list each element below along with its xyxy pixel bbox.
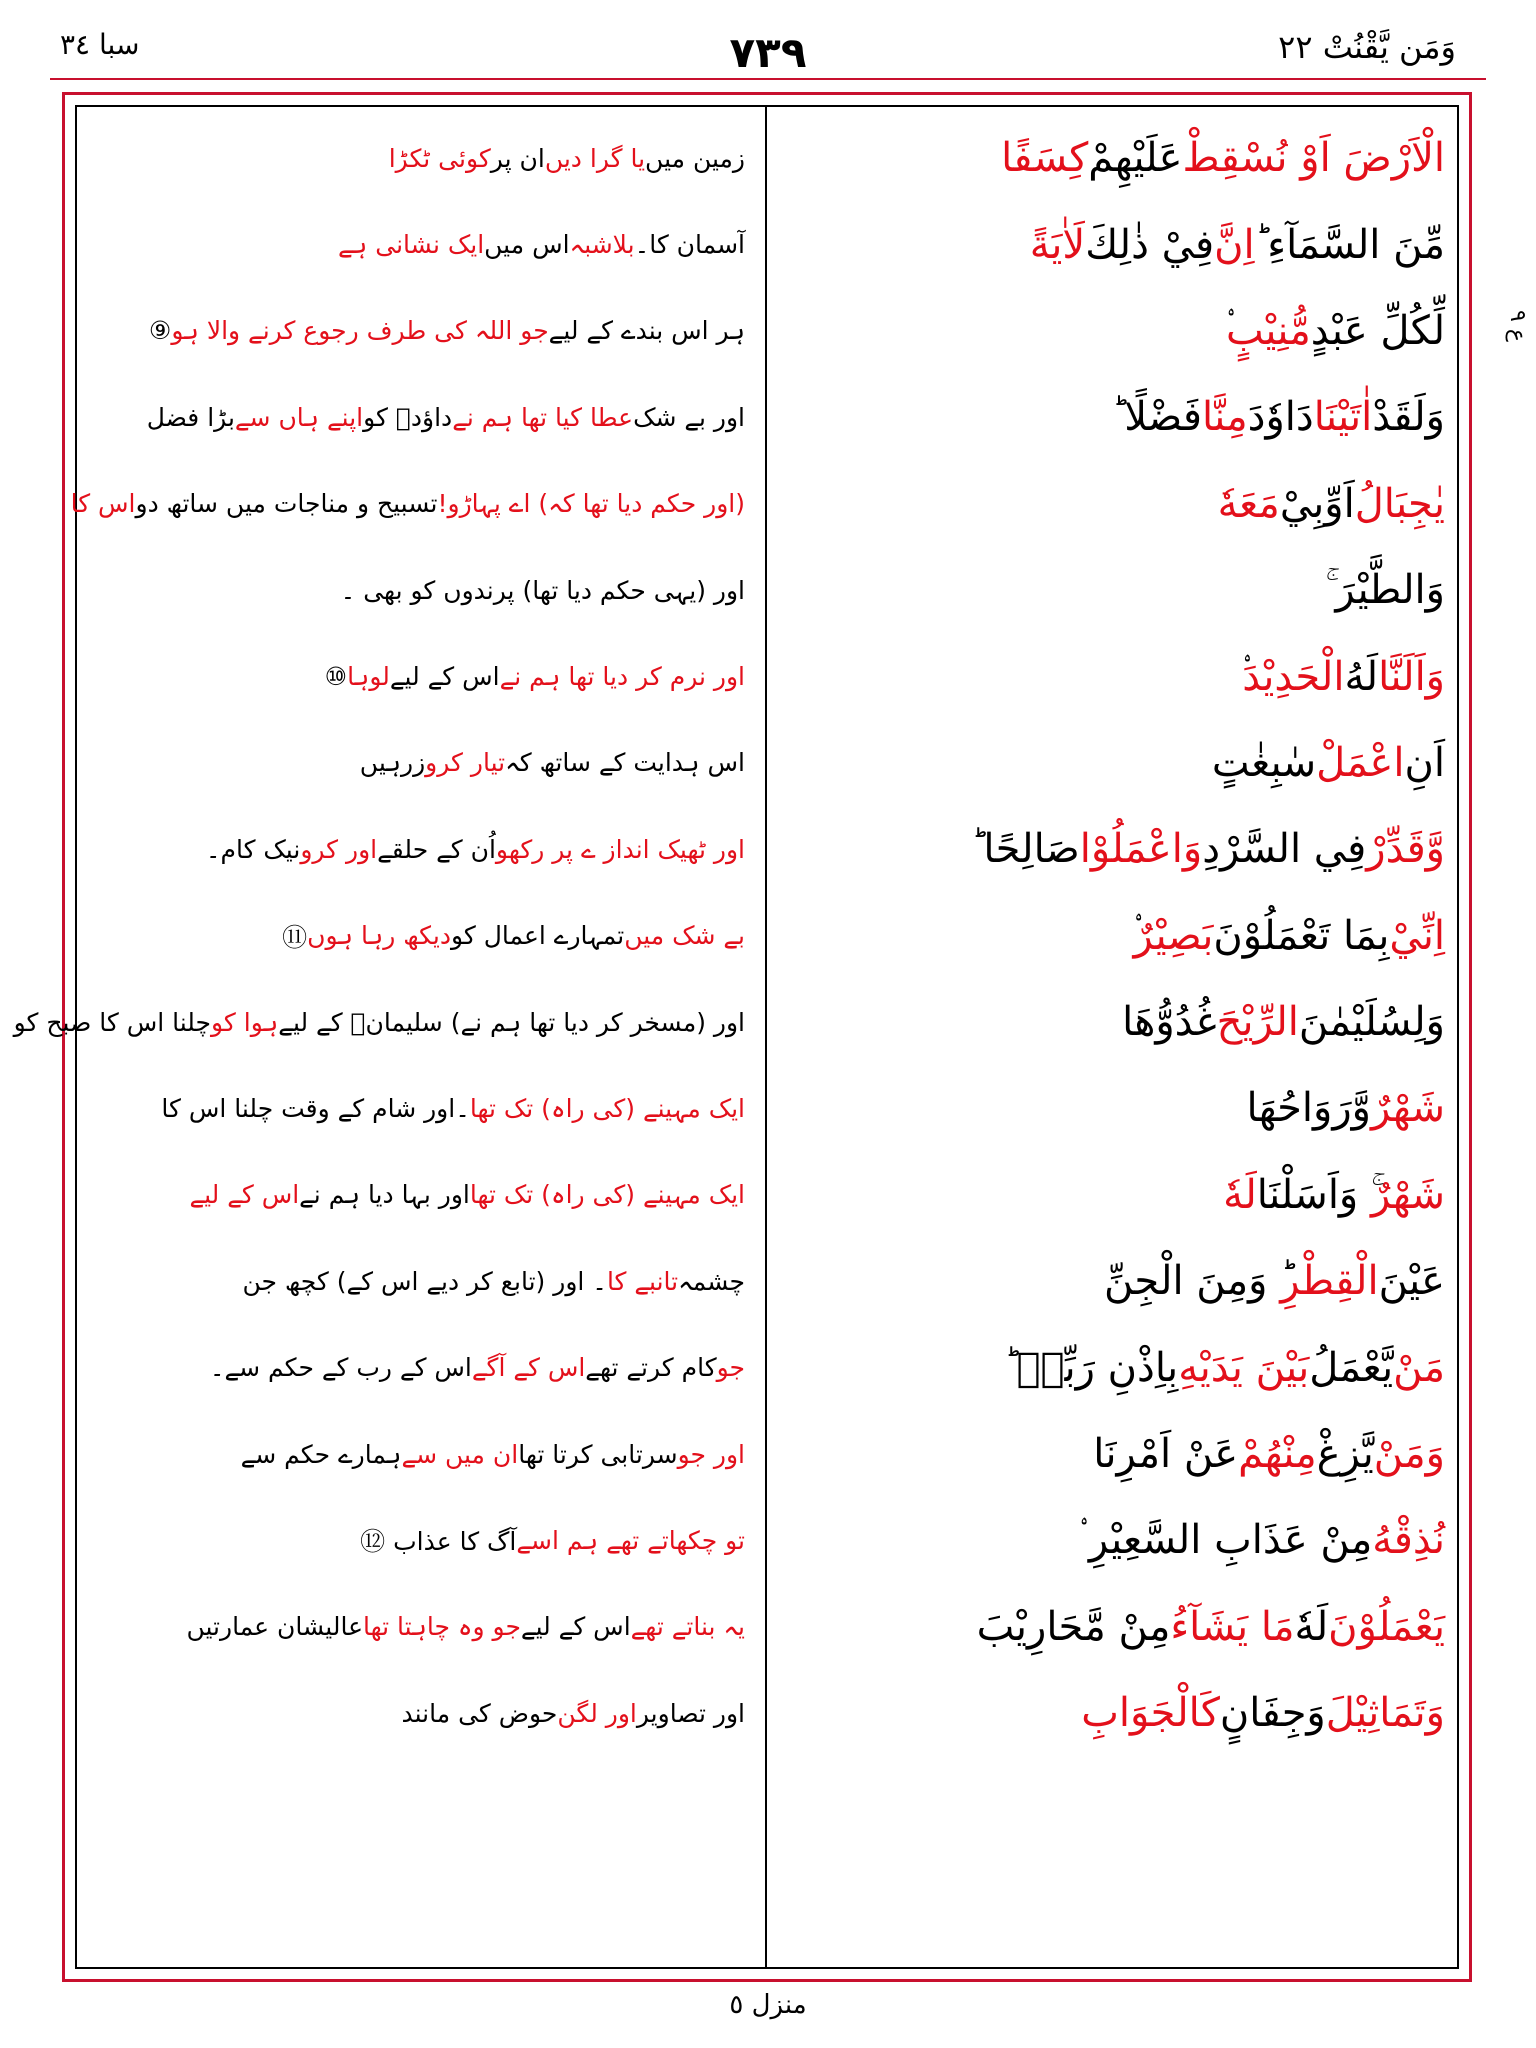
urdu-text-segment: ۔ اور (تابع کر دیے اس کے) کچھ جن [242, 1266, 607, 1296]
arabic-text-segment: الْاَرْضَ اَوْ نُسْقِطْ [1182, 135, 1445, 182]
urdu-text-segment: اور لگن [557, 1698, 637, 1728]
urdu-translation-line [70, 461, 745, 547]
urdu-text-segment: زمین میں [645, 143, 745, 173]
urdu-text-segment: ⑪ [282, 922, 308, 952]
urdu-text-segment: اور کرو [300, 834, 378, 864]
arabic-text-segment: صَالِحًا ؕ [970, 826, 1080, 873]
arabic-verse-line [785, 1065, 1445, 1151]
arabic-text-segment: لَهٗ [1223, 1171, 1257, 1218]
urdu-text-segment: ⑨ [148, 316, 172, 346]
arabic-text-segment: لِّكُلِّ عَبْدٍ [1310, 307, 1445, 354]
arabic-verse-line [785, 979, 1445, 1065]
arabic-text-segment: اَنِ [1404, 739, 1445, 786]
arabic-text-segment: دَاوٗدَ [1247, 394, 1314, 441]
urdu-text-segment: اپنے ہاں سے [234, 402, 364, 432]
arabic-text-segment: وَلِسُلَيْمٰنَ [1298, 999, 1445, 1046]
arabic-text-segment: نُذِقْهُ [1372, 1517, 1445, 1564]
urdu-text-segment: ہر اس بندے کے لیے [548, 316, 745, 346]
arabic-text-segment: مَا يَشَآءُ [1170, 1603, 1295, 1650]
urdu-text-segment: کوئی ٹکڑا [388, 143, 491, 173]
arabic-text-segment: عَيْنَ [1378, 1258, 1445, 1305]
arabic-text-segment: غُدُوُّهَا [1122, 999, 1217, 1046]
arabic-text-segment: بِمَا تَعْمَلُوْنَ [1213, 912, 1390, 959]
urdu-text-segment: ان میں سے [401, 1439, 519, 1469]
arabic-text-segment: الرِّيْحَ [1216, 999, 1299, 1046]
arabic-text-segment: ؕ وَمِنَ الْجِنِّ [1103, 1258, 1281, 1305]
arabic-text-segment: شَهْرٌ [1370, 1171, 1445, 1218]
arabic-verse-line [785, 633, 1445, 719]
urdu-text-segment: ⑩ [324, 662, 348, 692]
arabic-text-segment: اٰتَيْنَا [1313, 394, 1373, 441]
arabic-text-segment: وَاَلَنَّا [1378, 653, 1445, 700]
arabic-verse-line [785, 806, 1445, 892]
arabic-text-segment: لَهُ [1344, 653, 1379, 700]
urdu-translation-line [105, 893, 745, 979]
arabic-verse-line [785, 1324, 1445, 1410]
urdu-text-segment: اس کے رب کے حکم سے۔ [209, 1353, 472, 1383]
column-divider [765, 107, 767, 1967]
urdu-text-segment: بے شک میں [624, 921, 745, 951]
urdu-text-segment: اور (مسخر کر دیا تھا ہم نے) سلیمانؑ کے لیے [278, 1007, 745, 1037]
urdu-text-segment: ان پر [490, 143, 545, 173]
arabic-text-segment: اِنِّيْ [1389, 912, 1445, 959]
urdu-text-segment: اور (یہی حکم دیا تھا) پرندوں کو بھی ۔ [340, 575, 745, 605]
arabic-text-segment: بَصِيْرٌ [1133, 912, 1214, 959]
arabic-text-segment: يَّعْمَلُ [1309, 1344, 1394, 1391]
arabic-text-segment: الْقِطْرِ [1280, 1258, 1379, 1305]
urdu-translation-line [105, 633, 745, 719]
urdu-text-segment: دیکھ رہا ہوں [307, 921, 451, 951]
urdu-text-segment: اور ٹھیک انداز ے پر رکھو [495, 834, 745, 864]
urdu-text-segment: اس کے لیے [389, 662, 500, 692]
arabic-text-segment: مُّنِيْبٍ [1225, 307, 1311, 354]
arabic-text-segment: اعْمَلْ [1316, 739, 1405, 786]
arabic-text-segment: شَهْرٌ [1370, 1085, 1445, 1132]
manzil-footer: منزل ٥ [729, 1990, 807, 2020]
arabic-verse-line [785, 374, 1445, 460]
arabic-text-segment: وَتَمَاثِيْلَ [1325, 1690, 1445, 1737]
urdu-text-segment: اس کے لیے [520, 1612, 631, 1642]
urdu-text-segment: (اور حکم دیا تھا کہ) اے پہاڑو! [437, 489, 745, 519]
page-frame [13, 92, 1472, 1982]
urdu-text-segment: چشمہ [678, 1266, 745, 1296]
arabic-text-segment: ۚ وَاَسَلْنَا [1256, 1171, 1371, 1218]
urdu-translation-line [105, 1324, 745, 1410]
urdu-translation-line [105, 288, 745, 374]
urdu-translation-line [105, 201, 745, 287]
arabic-text-segment: وَالطَّيْرَ ۚ [1325, 567, 1445, 614]
urdu-text-segment: زرہیں [359, 748, 426, 778]
urdu-text-segment: سرتابی کرتا تھا [518, 1439, 678, 1469]
surah-name-header: وَمَن يَّقْنُتْ ٢٢ [1278, 28, 1456, 66]
arabic-verse-line [785, 1152, 1445, 1238]
urdu-text-segment: تسبیح و مناجات میں ساتھ دو [135, 489, 438, 519]
arabic-text-segment: اَوِّبِيْ [1279, 480, 1355, 527]
urdu-text-segment: اس کے لیے [189, 1180, 300, 1210]
arabic-verse-line [785, 461, 1445, 547]
page-inner-frame [13, 105, 1459, 1969]
urdu-translation-line [105, 1584, 745, 1670]
arabic-text-segment: وَاعْمَلُوْا [1079, 826, 1203, 873]
urdu-translation-column [13, 115, 745, 1959]
arabic-text-segment: فَضْلًا ؕ [1111, 394, 1202, 441]
arabic-text-segment: يٰجِبَالُ [1354, 480, 1445, 527]
urdu-translation-line [105, 1238, 745, 1324]
arabic-verse-line [785, 893, 1445, 979]
arabic-text-segment: بَيْنَ يَدَيْهِ [1178, 1344, 1310, 1391]
urdu-text-segment: نیک کام۔ [205, 834, 301, 864]
arabic-verse-line [785, 1670, 1445, 1756]
urdu-text-segment: داؤدؑ کو [363, 402, 453, 432]
urdu-translation-line [105, 1065, 745, 1151]
arabic-text-segment: بِاِذْنِ رَبِّهٖ ؕ [1003, 1344, 1179, 1391]
arabic-verse-line [785, 1584, 1445, 1670]
arabic-text-segment: لَاٰيَةً [1029, 221, 1086, 268]
urdu-text-segment: عالیشان عمارتیں [186, 1612, 363, 1642]
arabic-text-segment: مَنْ [1393, 1344, 1445, 1391]
para-name-header: سبا ٣٤ [60, 28, 140, 61]
arabic-text-segment: عَنْ اَمْرِنَا [1093, 1431, 1239, 1478]
arabic-verse-line [785, 1411, 1445, 1497]
urdu-text-segment: کام کرتے تھے [585, 1353, 717, 1383]
urdu-text-segment: ہوا کو [211, 1007, 279, 1037]
urdu-text-segment: یہ بناتے تھے [630, 1612, 745, 1642]
urdu-text-segment: اس میں [484, 230, 570, 260]
urdu-text-segment: اور نرم کر دیا تھا ہم نے [499, 662, 745, 692]
arabic-text-segment: فِيْ ذٰلِكَ [1085, 221, 1215, 268]
urdu-translation-line [13, 979, 745, 1065]
urdu-translation-line [105, 1670, 745, 1756]
header-rule [50, 78, 1486, 80]
arabic-column [785, 115, 1445, 1959]
arabic-text-segment: وَّرَوَاحُهَا [1246, 1085, 1371, 1132]
arabic-text-segment: لَهٗ [1294, 1603, 1329, 1650]
arabic-text-segment: فِي السَّرْدِ [1202, 826, 1367, 873]
urdu-text-segment: تو چکھاتے تھے ہم اسے [516, 1525, 745, 1555]
urdu-translation-line [105, 1497, 745, 1583]
urdu-text-segment: اور بے شک [633, 402, 745, 432]
urdu-translation-line [105, 806, 745, 892]
urdu-text-segment: بلاشبہ [569, 230, 635, 260]
arabic-verse-line [785, 115, 1445, 201]
arabic-verse-line [785, 1238, 1445, 1324]
arabic-verse-line [785, 1497, 1445, 1583]
arabic-text-segment: مِنَّا [1201, 394, 1248, 441]
arabic-text-segment: وَّقَدِّرْ [1366, 826, 1445, 873]
urdu-text-segment: بڑا فضل [146, 402, 235, 432]
urdu-translation-line [105, 374, 745, 460]
arabic-text-segment: وَجِفَانٍ [1219, 1690, 1326, 1737]
arabic-text-segment: سٰبِغٰتٍ [1211, 739, 1317, 786]
urdu-text-segment: یا گرا دیں [544, 143, 646, 173]
arabic-verse-line [785, 201, 1445, 287]
urdu-text-segment: اور جو [677, 1439, 745, 1469]
urdu-text-segment: عطا کیا تھا ہم نے [452, 402, 634, 432]
arabic-text-segment: عَلَيْهِمْ [1088, 135, 1183, 182]
urdu-text-segment: آگ کا عذاب ⑫ [360, 1527, 517, 1557]
ruku-marker: ع ٩ [1505, 310, 1530, 342]
arabic-text-segment: مِنْ عَذَابِ السَّعِيْرِ ۟ [1078, 1517, 1373, 1564]
urdu-text-segment: تانبے کا [606, 1266, 679, 1296]
arabic-verse-line [785, 288, 1445, 374]
urdu-text-segment: جو وہ چاہتا تھا [363, 1612, 521, 1642]
arabic-text-segment: كِسَفًا [1001, 135, 1089, 182]
page-number: ٧٣٩ [729, 28, 807, 77]
urdu-text-segment: جو اللہ کی طرف رجوع کرنے والا ہو [171, 316, 549, 346]
urdu-text-segment: ہمارے حکم سے [240, 1439, 402, 1469]
arabic-text-segment: مَعَهٗ [1217, 480, 1280, 527]
urdu-translation-line [105, 1152, 745, 1238]
urdu-translation-line [105, 720, 745, 806]
arabic-text-segment: يَّزِغْ [1316, 1431, 1374, 1478]
urdu-text-segment: ایک نشانی ہے [338, 230, 485, 260]
arabic-text-segment: مِنْ مَّحَارِيْبَ [976, 1603, 1171, 1650]
arabic-text-segment: الْحَدِيْدَ [1242, 653, 1345, 700]
arabic-verse-line [785, 547, 1445, 633]
urdu-text-segment: ۔اور شام کے وقت چلنا اس کا [161, 1093, 470, 1123]
arabic-text-segment: مِّنَ السَّمَآءِ ؕ [1254, 221, 1445, 268]
arabic-text-segment: يَعْمَلُوْنَ [1328, 1603, 1445, 1650]
urdu-text-segment: اس ہدایت کے ساتھ کہ [505, 748, 745, 778]
arabic-text-segment: اِنَّ [1214, 221, 1255, 268]
arabic-verse-line [785, 720, 1445, 806]
urdu-text-segment: تمہارے اعمال کو [450, 921, 625, 951]
arabic-text-segment: وَلَقَدْ [1372, 394, 1445, 441]
urdu-translation-line [105, 115, 745, 201]
urdu-text-segment: اس کے آگے [471, 1353, 586, 1383]
arabic-text-segment: مِنْهُمْ [1238, 1431, 1317, 1478]
urdu-text-segment: آسمان کا۔ [634, 230, 745, 260]
urdu-text-segment: چلنا اس کا صبح کو [13, 1007, 212, 1037]
urdu-translation-line [105, 547, 745, 633]
urdu-text-segment: حوض کی مانند [401, 1698, 558, 1728]
urdu-text-segment: تیار کرو [425, 748, 506, 778]
urdu-text-segment: ایک مہینے (کی راہ) تک تھا [469, 1180, 745, 1210]
urdu-text-segment: ایک مہینے (کی راہ) تک تھا [469, 1093, 745, 1123]
arabic-text-segment: كَالْجَوَابِ [1081, 1690, 1220, 1737]
urdu-text-segment: اس کا [70, 489, 136, 519]
urdu-text-segment: جو [716, 1353, 745, 1383]
urdu-text-segment: اور بہا دیا ہم نے [299, 1180, 470, 1210]
urdu-text-segment: اور تصاویر [636, 1698, 745, 1728]
urdu-text-segment: اُن کے حلقے [377, 834, 496, 864]
arabic-text-segment: وَمَنْ [1373, 1431, 1445, 1478]
urdu-text-segment: لوہا [347, 662, 390, 692]
urdu-translation-line [105, 1411, 745, 1497]
